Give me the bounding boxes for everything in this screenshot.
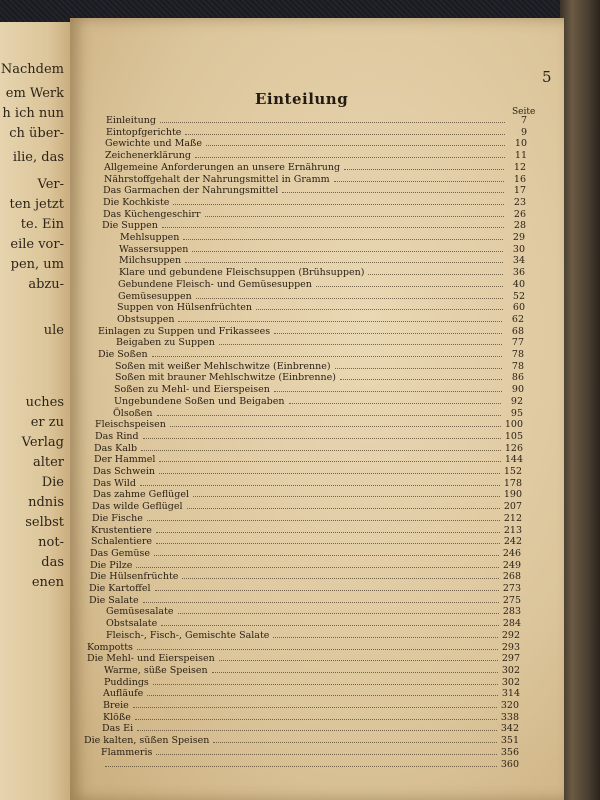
toc-entry [104, 664, 520, 676]
toc-entry-label: Wassersuppen [119, 243, 189, 255]
toc-entry-label: Beigaben zu Suppen [116, 337, 215, 349]
toc-entry-page: 86 [511, 372, 524, 384]
toc-entry-page: 268 [502, 571, 521, 583]
toc-entry [106, 617, 521, 629]
dot-leader [137, 649, 498, 650]
toc-entry-page: 360 [500, 758, 519, 770]
toc-entry [101, 758, 519, 770]
toc-entry-label: Nährstoffgehalt der Nahrungsmittel in Gramm [104, 173, 330, 185]
left-page-text-fragment: eile vor- [10, 237, 64, 252]
dot-leader [154, 555, 499, 556]
page-title: Einteilung [255, 90, 349, 108]
toc-entry-label: Warme, süße Speisen [104, 664, 208, 676]
toc-entry [103, 184, 526, 196]
toc-entry-page: 152 [503, 466, 522, 477]
toc-entry [119, 266, 525, 278]
toc-entry-label: Die Kartoffel [89, 583, 151, 594]
toc-entry-label: Die Salate [89, 594, 139, 606]
dot-leader [344, 169, 504, 170]
dot-leader [137, 730, 497, 731]
dot-leader [368, 274, 503, 275]
toc-entry [116, 336, 524, 348]
left-page-text-fragment: das [41, 555, 64, 570]
dot-leader [147, 520, 500, 521]
toc-entry-label: Soßen mit weißer Mehlschwitze (Einbrenne) [115, 360, 331, 372]
left-page-text-fragment: pen, um [10, 257, 64, 272]
toc-entry-page: 12 [513, 161, 526, 173]
toc-entry-page: 351 [500, 735, 519, 747]
toc-entry-label: Krustentiere [91, 524, 152, 536]
dot-leader [274, 391, 502, 392]
toc-entry [84, 734, 519, 746]
left-page-text-fragment: abzu- [28, 277, 64, 292]
dot-leader [316, 286, 503, 287]
toc-entry [115, 371, 524, 383]
toc-entry-label: Aufläufe [103, 688, 144, 700]
toc-entry-page: 302 [501, 676, 520, 688]
toc-entry [101, 746, 519, 758]
toc-entry [104, 161, 526, 173]
toc-entry [120, 231, 525, 243]
toc-entry-page: 284 [502, 618, 521, 630]
dot-leader [178, 321, 502, 322]
toc-entry-page: 100 [504, 419, 523, 431]
toc-entry-label: Fleisch-, Fisch-, Gemischte Salate [106, 629, 270, 641]
toc-entry [92, 512, 522, 524]
toc-entry-page: 356 [500, 746, 519, 758]
toc-entry-page: 90 [511, 384, 524, 396]
dot-leader [155, 590, 499, 591]
toc-entry-label: Schalentiere [91, 536, 153, 548]
toc-entry-label: Breie [103, 700, 129, 711]
left-page-text-fragment: Nachdem [0, 62, 64, 77]
toc-entry-page: 60 [512, 302, 525, 314]
left-page-text-fragment: ch über- [9, 126, 64, 141]
dot-leader [212, 672, 498, 673]
toc-entry [105, 149, 527, 161]
toc-entry-label: Milchsuppen [119, 255, 182, 267]
toc-entry [91, 535, 522, 547]
toc-entry-label: Gemüsesalate [106, 606, 174, 618]
toc-entry [93, 465, 522, 477]
toc-entry-label: Ungebundene Soßen und Beigaben [114, 395, 285, 407]
toc-entry-label: Klöße [103, 711, 131, 723]
dot-leader [159, 473, 500, 474]
dot-leader [133, 707, 497, 708]
toc-entry-label: Das zahme Geflügel [93, 489, 190, 501]
toc-entry [102, 722, 519, 734]
toc-entry-page: 273 [502, 583, 521, 594]
left-page-text-fragment: Verlag [21, 435, 64, 450]
toc-entry-label: Gewichte und Maße [105, 138, 202, 150]
toc-entry-label: Zeichenerklärung [105, 150, 191, 162]
dot-leader [140, 485, 500, 486]
toc-entry [119, 243, 525, 255]
dot-leader [205, 216, 504, 217]
toc-entry-page: 320 [500, 700, 519, 711]
toc-entry-label: Das Küchengeschirr [103, 208, 201, 220]
toc-entry-page: 292 [501, 629, 520, 641]
toc-entry [117, 301, 525, 313]
toc-entry-page: 338 [500, 711, 519, 723]
left-page-text-fragment: ndnis [28, 495, 64, 510]
toc-entry-page: 105 [504, 430, 523, 442]
toc-entry-page: 126 [504, 442, 523, 454]
toc-entry-page: 95 [510, 407, 523, 419]
toc-entry-page: 144 [504, 454, 523, 466]
toc-entry-page: 10 [514, 138, 527, 150]
toc-entry [103, 699, 519, 711]
toc-entry-label: Suppen von Hülsenfrüchten [117, 302, 253, 314]
dot-leader [340, 379, 502, 380]
toc-entry-page: 7 [520, 115, 527, 126]
dot-leader [143, 602, 499, 603]
toc-entry [90, 570, 521, 582]
toc-entry-label: Ölsoßen [113, 407, 153, 419]
toc-entry [114, 383, 524, 395]
dot-leader [334, 181, 504, 182]
toc-entry-label: Allgemeine Anforderungen an unsere Ernährung [104, 161, 341, 173]
toc-entry [106, 114, 527, 126]
toc-entry [106, 629, 520, 641]
toc-entry-page: 9 [520, 126, 527, 138]
toc-entry-label: Das Ei [102, 723, 134, 735]
toc-entry-label: Einleitung [106, 115, 156, 126]
toc-entry-page: 246 [502, 547, 521, 559]
dot-leader [274, 333, 502, 334]
dot-leader [160, 122, 505, 123]
toc-entry-page: 16 [513, 173, 526, 185]
toc-entry [91, 524, 522, 536]
dot-leader [105, 766, 497, 767]
toc-entry [93, 488, 522, 500]
dot-leader [187, 508, 500, 509]
toc-entry [104, 173, 526, 185]
dot-leader [196, 298, 503, 299]
toc-entry-label: Gebundene Fleisch- und Gemüsesuppen [118, 278, 312, 290]
toc-entry-page: 314 [501, 688, 520, 700]
dot-leader [147, 695, 498, 696]
toc-entry-page: 293 [501, 641, 520, 653]
dot-leader [156, 532, 500, 533]
left-page-text-fragment: h ich nun [2, 106, 64, 121]
toc-entry-page: 40 [512, 278, 525, 290]
toc-entry-page: 36 [512, 267, 525, 279]
toc-entry-label: Der Hammel [94, 454, 156, 466]
toc-entry-label: Das Kalb [94, 442, 138, 454]
toc-entry-page: 11 [514, 150, 527, 162]
dot-leader [156, 754, 496, 755]
toc-entry [103, 687, 520, 699]
left-page-text-fragment: selbst [25, 515, 64, 530]
toc-entry [92, 500, 522, 512]
toc-entry-page: 77 [511, 337, 524, 349]
toc-entry-label: Die kalten, süßen Speisen [84, 735, 210, 747]
toc-entry [114, 395, 523, 407]
toc-entry [118, 278, 525, 290]
toc-entry-page: 52 [512, 290, 525, 302]
dot-leader [159, 461, 500, 462]
toc-entry-label: Flammeris [101, 746, 153, 758]
toc-entry-page: 212 [503, 512, 522, 524]
toc-entry [93, 477, 522, 489]
dot-leader [192, 251, 503, 252]
left-page-text-fragment: ten jetzt [9, 197, 64, 212]
toc-entry-page: 78 [511, 360, 524, 372]
toc-entry [103, 196, 526, 208]
dot-leader [178, 613, 499, 614]
toc-entry-label: Mehlsuppen [120, 232, 180, 243]
toc-entry-label: Die Kochkiste [103, 196, 170, 208]
left-page-text-fragment: ilie, das [12, 150, 64, 165]
toc-entry-page: 78 [511, 349, 524, 360]
toc-entry [94, 453, 523, 465]
toc-entry [105, 137, 527, 149]
dot-leader [162, 227, 504, 228]
toc-entry [106, 126, 527, 138]
toc-entry [118, 290, 525, 302]
toc-entry-page: 178 [503, 477, 522, 489]
toc-entry-page: 68 [511, 325, 524, 337]
toc-entry [94, 442, 523, 454]
dot-leader [282, 192, 504, 193]
dot-leader [213, 742, 497, 743]
dot-leader [156, 543, 500, 544]
dot-leader [195, 157, 505, 158]
toc-entry-label: Einlagen zu Suppen und Frikassees [98, 325, 271, 337]
dot-leader [173, 204, 504, 205]
dot-leader [273, 637, 497, 638]
toc-entry [98, 325, 524, 337]
toc-entry-label: Eintopfgerichte [106, 126, 182, 138]
left-page-text-fragment: er zu [30, 415, 64, 430]
toc-entry-page: 249 [502, 559, 521, 571]
toc-entry-label: Gemüsesuppen [118, 290, 192, 302]
toc-entry-label: Puddings [104, 676, 149, 688]
dot-leader [136, 567, 498, 568]
toc-entry-label: Die Hülsenfrüchte [90, 571, 179, 583]
toc-entry [95, 430, 523, 442]
dot-leader [256, 309, 503, 310]
toc-entry-label: Soßen mit brauner Mehlschwitze (Einbrenne) [115, 372, 336, 384]
toc-entry-page: 29 [512, 232, 525, 243]
page-number: 5 [542, 68, 552, 86]
dot-leader [152, 356, 502, 357]
dot-leader [185, 262, 503, 263]
toc-entry-page: 283 [502, 606, 521, 618]
column-header: Seite [512, 107, 536, 117]
toc-entry-label: Das wilde Geflügel [92, 501, 183, 513]
left-page-text-fragment: te. Ein [20, 217, 64, 232]
left-page [0, 22, 70, 800]
toc-entry-page: 297 [501, 653, 520, 665]
toc-entry-page: 30 [512, 243, 525, 255]
toc-entry-label: Die Mehl- und Eierspeisen [87, 653, 215, 665]
dot-leader [141, 450, 501, 451]
toc-entry [119, 254, 525, 266]
toc-entry-page: 213 [503, 524, 522, 536]
toc-entry [90, 559, 521, 571]
dot-leader [206, 145, 505, 146]
toc-entry-label: Obstsalate [106, 618, 158, 630]
toc-entry-page: 190 [503, 489, 522, 501]
left-page-text-fragment: alter [32, 455, 64, 470]
toc-entry-label: Das Schwein [93, 466, 156, 477]
dot-leader [157, 415, 501, 416]
toc-entry-label: Klare und gebundene Fleischsuppen (Brühsuppen) [119, 267, 365, 279]
toc-entry [95, 418, 523, 430]
toc-entry [98, 348, 524, 360]
toc-entry-label: Kompotts [87, 641, 133, 653]
toc-entry-page: 34 [512, 255, 525, 267]
dot-leader [153, 684, 498, 685]
toc-entry-label: Die Pilze [90, 559, 133, 571]
toc-entry-page: 28 [513, 220, 526, 232]
dot-leader [183, 239, 503, 240]
toc-entry [113, 407, 523, 419]
dot-leader [161, 625, 499, 626]
dot-leader [182, 578, 498, 579]
dot-leader [335, 368, 502, 369]
toc-entry [89, 594, 521, 606]
toc-entry [89, 582, 521, 594]
toc-entry-page: 62 [511, 313, 524, 325]
toc-entry-page: 207 [503, 501, 522, 513]
toc-entry [115, 360, 524, 372]
toc-entry-page: 17 [513, 185, 526, 197]
toc-entry-page: 342 [500, 723, 519, 735]
dot-leader [193, 496, 500, 497]
toc-entry-page: 275 [502, 594, 521, 606]
dot-leader [219, 660, 498, 661]
toc-entry-label: Die Fische [92, 512, 143, 524]
left-page-text-fragment: Die [41, 475, 64, 490]
toc-entry [106, 605, 521, 617]
book-spine [560, 0, 600, 800]
toc-entry [87, 641, 520, 653]
left-page-text-fragment: Ver- [37, 177, 64, 192]
toc-entry-page: 92 [510, 395, 523, 407]
toc-entry [87, 652, 520, 664]
toc-entry-page: 26 [513, 208, 526, 220]
left-page-text-fragment: enen [31, 575, 64, 590]
toc-entry [102, 219, 526, 231]
toc-entry-label: Das Rind [95, 430, 139, 442]
dot-leader [219, 344, 502, 345]
toc-entry [103, 208, 526, 220]
toc-entry-page: 242 [503, 536, 522, 548]
toc-entry-page: 23 [513, 196, 526, 208]
toc-entry-label: Die Suppen [102, 220, 158, 232]
dot-leader [170, 426, 501, 427]
toc-entry-label: Soßen zu Mehl- und Eierspeisen [114, 384, 270, 396]
left-page-text-fragment: ule [43, 323, 64, 338]
toc-entry-label: Das Garmachen der Nahrungsmittel [103, 185, 279, 197]
dot-leader [185, 134, 505, 135]
toc-entry-label: Fleischspeisen [95, 419, 166, 431]
toc-entry-page: 302 [501, 664, 520, 676]
toc-entry [104, 676, 520, 688]
left-page-text-fragment: not- [38, 535, 64, 550]
left-page-text-fragment: uches [25, 395, 64, 410]
toc-entry-label: Obstsuppen [117, 313, 175, 325]
dot-leader [135, 719, 497, 720]
toc-entry [90, 547, 521, 559]
dot-leader [143, 438, 501, 439]
toc-entry-label: Das Gemüse [90, 547, 151, 559]
left-page-text-fragment: em Werk [5, 86, 64, 101]
toc-entry [117, 313, 524, 325]
table-of-contents-page [70, 18, 564, 800]
toc-entry [103, 711, 519, 723]
toc-entry-label: Das Wild [93, 477, 136, 489]
dot-leader [289, 403, 502, 404]
toc-entry-label: Die Soßen [98, 349, 148, 360]
